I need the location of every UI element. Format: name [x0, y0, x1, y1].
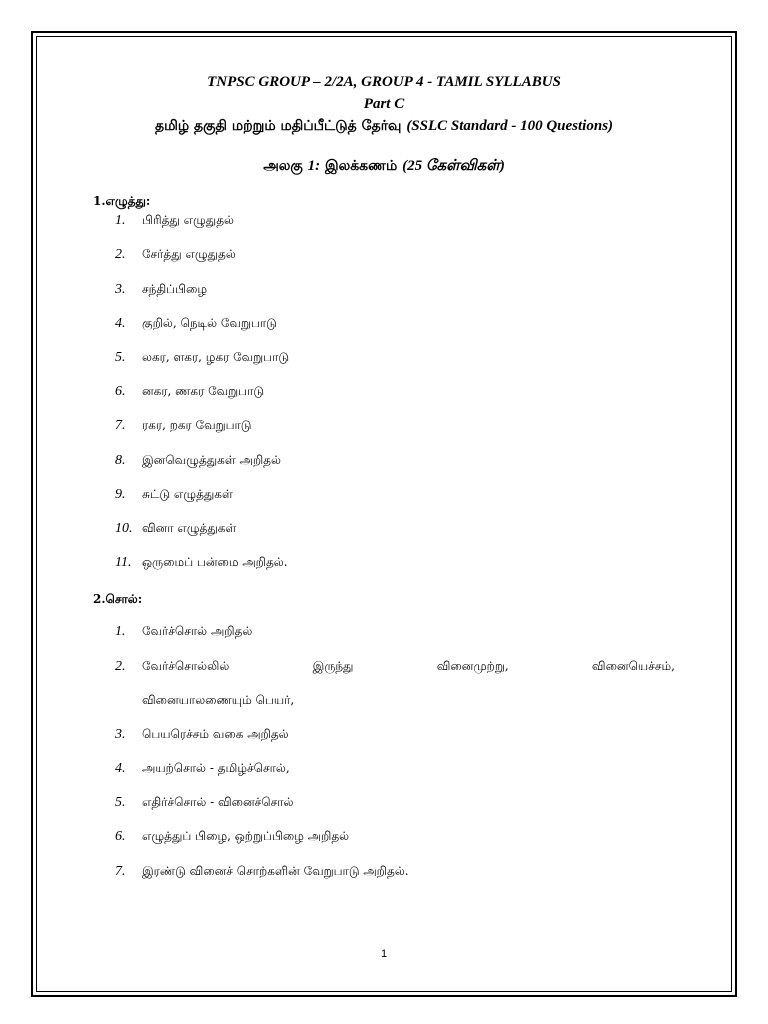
list-item-2-continuation: வினையாலணையும் பெயர்,: [142, 693, 295, 707]
unit-heading-number: 1:: [307, 158, 321, 174]
unit-heading-tamil-b: இலக்கணம்: [324, 158, 398, 174]
title-line-3-tamil: தமிழ் தகுதி மற்றும் மதிப்பீட்டுத் தேர்வு: [154, 118, 402, 134]
section-2-title: 2.சொல்:: [93, 592, 143, 606]
title-line-3-latin: (SSLC Standard - 100 Questions): [406, 118, 614, 134]
page-number: 1: [380, 948, 388, 960]
section-1-title: 1.எழுத்து:: [93, 194, 151, 208]
title-line-3: [40, 118, 728, 136]
unit-heading: [40, 157, 728, 176]
unit-heading-count: (25 கேள்விகள்): [402, 158, 505, 174]
page-border-inner: [36, 36, 732, 992]
list-item-2-justified-line: வேர்ச்சொல்லில் இருந்து வினைமுற்று, வினையெச்சம்,: [142, 659, 675, 673]
document-page: TNPSC GROUP – 2/2A, GROUP 4 - TAMIL SYLLABUS Part C தமிழ் தகுதி மற்றும் மதிப்பீட்டுத் தேர்வு (SSLC Standard - 100 Questions) அலகு 1: இலக்கணம் (25 கேள்விகள்) 1.எழுத்து: 1. பிரித்து எழுதுதல் 2. சேர்த்து எழுதுதல் 3. சந்திப்பிழை 4. குறில், நெடில் வேறுபாடு 5. லகர, ளகர, ழகர வேறுபாடு 6. னகர, ணகர வேறுபாடு 7. ரகர, றகர வேறுபாடு 8. இனவெழுத்துகள் அறிதல் 9. சுட்டு எழுத்துகள் 10. வினா எழுத்துகள் 11. ஒருமைப் பன்மை அறிதல். 2.சொல்: 1. வேர்ச்சொல் அறிதல் 2. வேர்ச்சொல்லில் இருந்து வினைமுற்று, வினையெச்சம், வினையாலணையும் பெயர், 3. பெயரெச்சம் வகை அறிதல் 4. அயற்சொல் - தமிழ்ச்சொல், 5. எதிர்ச்சொல் - வினைச்சொல் 6. எழுத்துப் பிழை, ஒற்றுப்பிழை அறிதல் 7. இரண்டு வினைச் சொற்களின் வேறுபாடு அறிதல். 1: [0, 0, 768, 1024]
title-line-2: Part C: [363, 96, 405, 112]
title-line-1: TNPSC GROUP – 2/2A, GROUP 4 - TAMIL SYLLABUS: [207, 74, 561, 90]
unit-heading-tamil-a: அலகு: [263, 158, 303, 174]
